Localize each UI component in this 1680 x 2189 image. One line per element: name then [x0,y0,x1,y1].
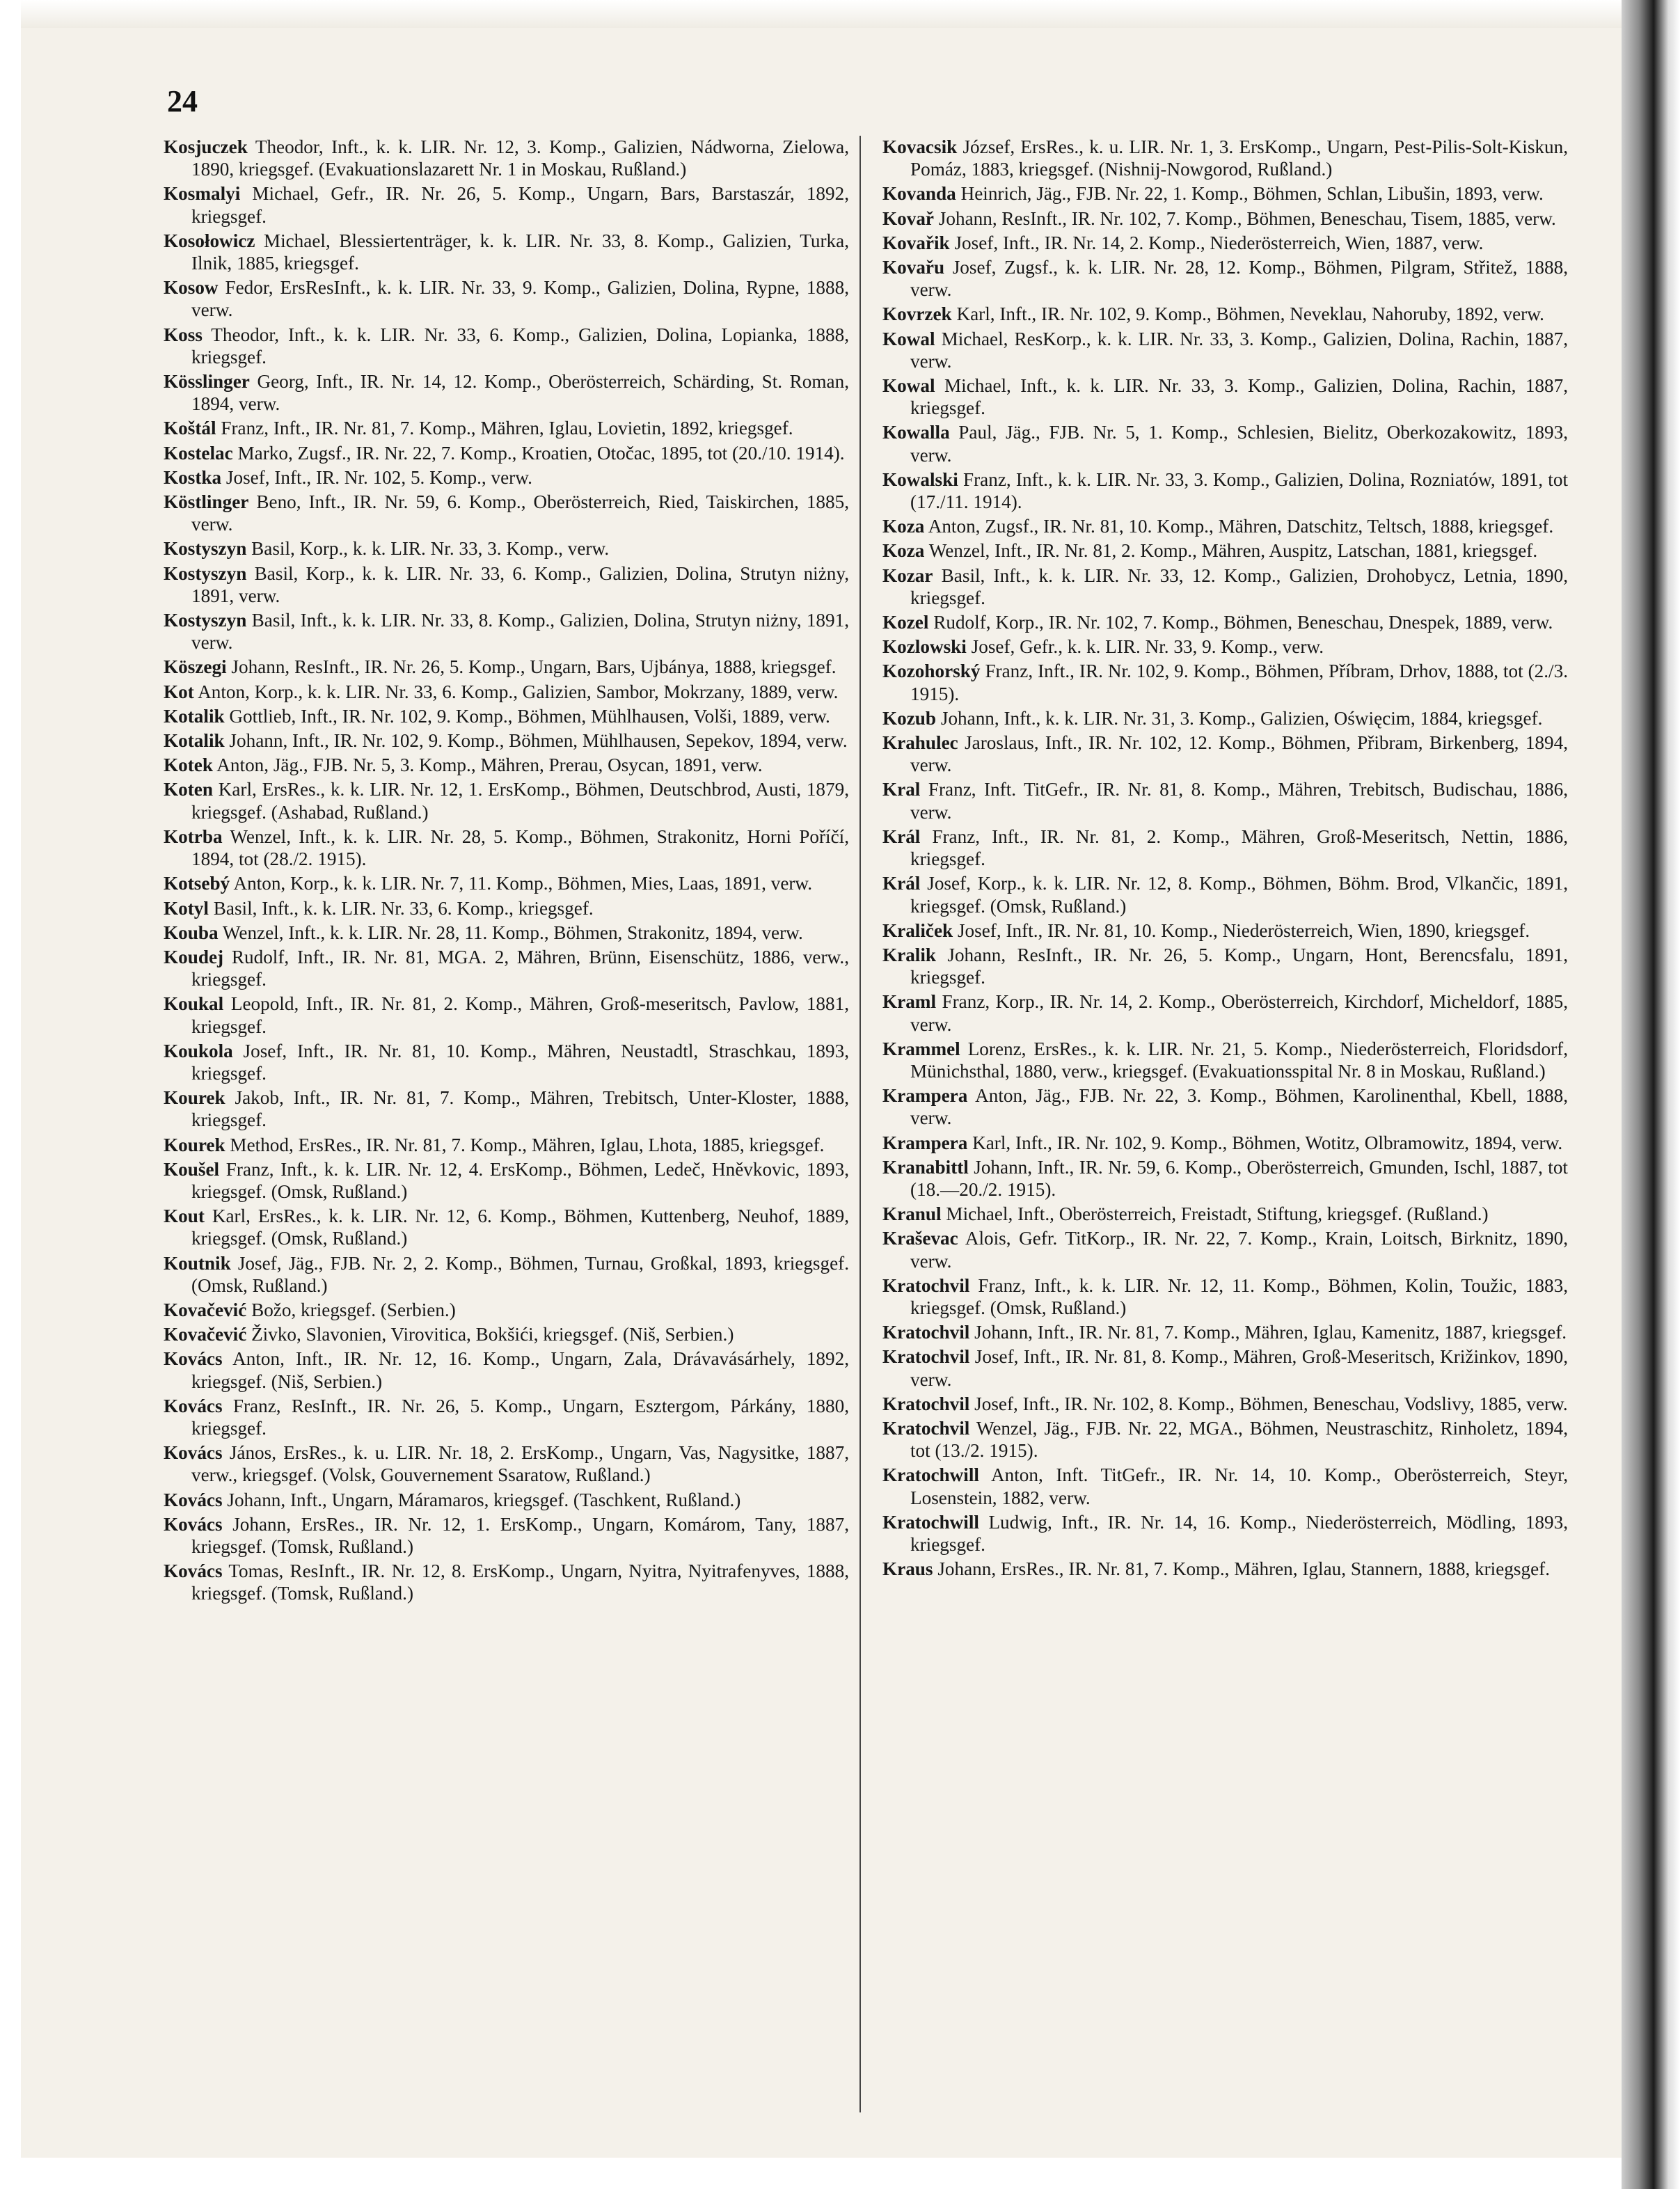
entry-details: Johann, Inft., IR. Nr. 102, 9. Komp., Böhmen, Mühlhausen, Sepekov, 1894, verw. [229,730,848,752]
entry-surname: Kovács [164,1348,223,1370]
list-entry [164,922,849,944]
list-entry [164,1040,849,1084]
entry-surname: Koušel [164,1158,220,1180]
entry-surname: Kovács [164,1489,223,1510]
entry-surname: Kovrzek [882,303,952,325]
list-entry [882,1227,1568,1272]
list-entry [882,374,1568,419]
entry-surname: Kout [164,1206,205,1227]
entry-surname: Kranul [882,1203,942,1225]
entry-details: Franz, Inft., IR. Nr. 102, 9. Komp., Böhmen, Příbram, Drhov, 1888, tot (2./3. 1915). [910,661,1568,704]
entry-details: Method, ErsRes., IR. Nr. 81, 7. Komp., Mähren, Iglau, Lhota, 1885, kriegsgef. [230,1134,825,1155]
entry-surname: Kovařik [882,232,950,253]
list-entry [164,946,849,990]
entry-surname: Kotyl [164,897,209,919]
entry-surname: Kostyszyn [164,538,247,560]
entry-details: Anton, Inft., IR. Nr. 12, 16. Komp., Ungarn, Zala, Drávavásárhely, 1892, kriegsgef. (Niš, Serbien.) [191,1348,850,1392]
entry-details: Božo, kriegsgef. (Serbien.) [251,1299,456,1320]
entry-details: Johann, Inft., k. k. LIR. Nr. 31, 3. Komp., Galizien, Oświęcim, 1884, kriegsgef. [940,707,1543,729]
entry-surname: Kovačević [164,1324,247,1345]
list-entry [164,993,849,1037]
list-entry [164,370,849,415]
entry-details: Josef, Jäg., FJB. Nr. 2, 2. Komp., Böhmen, Turnau, Großkal, 1893, kriegsgef. (Omsk, Rußland.) [191,1252,850,1296]
entry-details: József, ErsRes., k. u. LIR. Nr. 1, 3. ErsKomp., Ungarn, Pest-Pilis-Solt-Kiskun, Pomáz, 1883, kriegsgef. (Nishnij-Nowgorod, Rußland.) [910,136,1569,180]
entry-surname: Koštál [164,418,216,439]
list-entry [882,1038,1568,1082]
entry-details: Johann, Inft., IR. Nr. 81, 7. Komp., Mähren, Iglau, Kamenitz, 1887, kriegsgef. [974,1322,1567,1343]
entry-surname: Kovacsik [882,136,958,157]
list-entry [882,707,1568,729]
entry-details: Basil, Inft., k. k. LIR. Nr. 33, 6. Komp., kriegsgef. [213,897,594,919]
entry-details: Franz, Inft. TitGefr., IR. Nr. 81, 8. Komp., Mähren, Trebitsch, Budischau, 1886, verw. [910,779,1569,823]
list-entry [164,1158,849,1203]
list-entry [882,328,1568,372]
entry-surname: Koza [882,540,925,562]
list-entry [882,1321,1568,1343]
list-entry [164,466,849,489]
entry-surname: Kratochvil [882,1417,970,1439]
entry-surname: Kosow [164,277,219,299]
list-entry [164,276,849,321]
list-entry [882,1156,1568,1201]
entry-details: Heinrich, Jäg., FJB. Nr. 22, 1. Komp., Böhmen, Schlan, Libušin, 1893, verw. [960,183,1544,205]
list-entry [164,1205,849,1249]
list-entry [164,1395,849,1439]
list-entry [882,468,1568,513]
entry-details: Wenzel, Inft., IR. Nr. 81, 2. Komp., Mähren, Auspitz, Latschan, 1881, kriegsgef. [928,540,1538,562]
entry-surname: Kowalski [882,468,958,490]
list-entry [882,1464,1568,1508]
list-entry [164,681,849,703]
entry-surname: Kratochwill [882,1511,979,1533]
entry-surname: Koss [164,324,203,345]
list-entry [164,230,849,274]
entry-surname: Kot [164,681,194,702]
entry-surname: Kratochvil [882,1393,970,1414]
entry-surname: Kostyszyn [164,562,247,584]
entry-details: Franz, Inft., IR. Nr. 81, 7. Komp., Mähren, Iglau, Lovietin, 1892, kriegsgef. [221,418,793,439]
entry-surname: Kosjuczek [164,136,248,157]
entry-surname: Koukal [164,993,224,1015]
left-column [164,136,849,1607]
list-entry [882,1393,1568,1415]
entry-details: Franz, Inft., k. k. LIR. Nr. 12, 11. Komp., Böhmen, Kolin, Toužic, 1883, kriegsgef. (Omsk, Rußland.) [910,1274,1569,1318]
list-entry [164,136,849,180]
entry-details: Franz, ResInft., IR. Nr. 26, 5. Komp., Ungarn, Esztergom, Párkány, 1880, kriegsgef. [191,1395,850,1439]
entry-details: János, ErsRes., k. u. LIR. Nr. 18, 2. ErsKomp., Ungarn, Vas, Nagysitke, 1887, verw., kriegsgef. (Volsk, Gouvernement Ssaratow, Rußland.) [191,1442,849,1486]
entry-details: Johann, ResInft., IR. Nr. 26, 5. Komp., Ungarn, Hont, Berencsfalu, 1891, kriegsgef. [910,944,1569,988]
entry-details: Franz, Inft., k. k. LIR. Nr. 33, 3. Komp., Galizien, Dolina, Rozniatów, 1891, tot (17./11. 1914). [910,468,1568,513]
list-entry [164,609,849,654]
entry-details: Wenzel, Jäg., FJB. Nr. 22, MGA., Böhmen, Neustraschitz, Rinholetz, 1894, tot (13./2. 1915). [910,1417,1568,1462]
entry-details: Josef, Gefr., k. k. LIR. Nr. 33, 9. Komp., verw. [971,636,1324,658]
entry-surname: Kranabittl [882,1156,969,1178]
entry-details: Karl, Inft., IR. Nr. 102, 9. Komp., Böhmen, Wotitz, Olbramowitz, 1894, verw. [972,1132,1563,1153]
entry-details: Tomas, ResInft., IR. Nr. 12, 8. ErsKomp., Ungarn, Nyitra, Nyitrafenyves, 1888, kriegsgef. (Tomsk, Rußland.) [191,1560,850,1604]
list-entry [164,729,849,752]
entry-details: Josef, Zugsf., k. k. LIR. Nr. 28, 12. Komp., Böhmen, Pilgram, Střitež, 1888, verw. [910,257,1569,301]
list-entry [882,944,1568,988]
entry-details: Josef, Inft., IR. Nr. 14, 2. Komp., Niederösterreich, Wien, 1887, verw. [954,232,1484,253]
entry-details: Leopold, Inft., IR. Nr. 81, 2. Komp., Mähren, Groß-meseritsch, Pavlow, 1881, kriegsgef. [191,993,850,1037]
list-entry [882,635,1568,658]
list-entry [164,656,849,678]
entry-surname: Krampera [882,1085,968,1107]
entry-surname: Kraus [882,1558,933,1580]
list-entry [882,1345,1568,1390]
page-number: 24 [167,84,198,118]
list-entry [164,1489,849,1511]
entry-details: Theodor, Inft., k. k. LIR. Nr. 33, 6. Komp., Galizien, Dolina, Lopianka, 1888, kriegsgef. [191,324,849,368]
entry-details: Anton, Inft. TitGefr., IR. Nr. 14, 10. Komp., Oberösterreich, Steyr, Losenstein, 1882, verw. [910,1464,1568,1508]
entry-surname: Koutnik [164,1252,231,1274]
entry-details: Josef, Inft., IR. Nr. 81, 8. Komp., Mähren, Groß-Meseritsch, Križinkov, 1890, verw. [910,1346,1568,1390]
entry-details: Johann, ErsRes., IR. Nr. 81, 7. Komp., Mähren, Iglau, Stannern, 1888, kriegsgef. [937,1558,1550,1580]
list-entry [164,442,849,464]
entry-details: Paul, Jäg., FJB. Nr. 5, 1. Komp., Schlesien, Bielitz, Oberkozakowitz, 1893, verw. [910,422,1568,466]
list-entry [164,491,849,535]
column-divider [859,136,861,2112]
entry-surname: Kralik [882,944,937,965]
list-entry [882,1417,1568,1462]
entry-surname: Kral [882,779,921,800]
list-entry [882,1511,1568,1556]
list-entry [882,564,1568,609]
entry-details: Basil, Inft., k. k. LIR. Nr. 33, 8. Komp., Galizien, Dolina, Strutyn niżny, 1891, verw. [191,610,849,654]
entry-surname: Kourek [164,1087,225,1109]
entry-surname: Kozar [882,564,933,586]
entry-surname: Kraml [882,991,937,1013]
entry-surname: Kozel [882,612,929,633]
entry-details: Basil, Inft., k. k. LIR. Nr. 33, 12. Komp., Galizien, Drohobycz, Letnia, 1890, kriegsgef. [910,564,1568,608]
entry-surname: Kowal [882,328,935,349]
entry-details: Josef, Inft., IR. Nr. 81, 10. Komp., Niederösterreich, Wien, 1890, kriegsgef. [957,919,1530,941]
entry-surname: Kovács [164,1560,223,1582]
entry-details: Johann, ResInft., IR. Nr. 26, 5. Komp., Ungarn, Bars, Ujbánya, 1888, kriegsgef. [231,656,837,678]
entry-details: Johann, ErsRes., IR. Nr. 12, 1. ErsKomp., Ungarn, Komárom, Tany, 1887, kriegsgef. (Tomsk, Rußland.) [191,1513,850,1557]
entry-surname: Kozohorský [882,661,981,682]
entry-details: Karl, Inft., IR. Nr. 102, 9. Komp., Böhmen, Neveklau, Nahoruby, 1892, verw. [956,303,1544,325]
entry-details: Anton, Zugsf., IR. Nr. 81, 10. Komp., Mähren, Datschitz, Teltsch, 1888, kriegsgef. [928,516,1554,537]
list-entry [882,232,1568,254]
entry-details: Franz, Inft., IR. Nr. 81, 2. Komp., Mähren, Groß-Meseritsch, Nettin, 1886, kriegsgef. [910,825,1569,870]
list-entry [164,537,849,560]
list-entry [164,872,849,894]
entry-surname: Koten [164,779,213,800]
entry-details: Rudolf, Korp., IR. Nr. 102, 7. Komp., Böhmen, Beneschau, Dnespek, 1889, verw. [933,612,1553,633]
entry-details: Michael, Gefr., IR. Nr. 26, 5. Komp., Ungarn, Bars, Barstaszár, 1892, kriegsgef. [191,183,850,227]
list-entry [164,182,849,227]
list-entry [882,539,1568,562]
entry-surname: Koukola [164,1040,233,1061]
entry-details: Michael, Blessiertenträger, k. k. LIR. Nr. 33, 8. Komp., Galizien, Turka, Ilnik, 1885, kriegsgef. [191,230,849,274]
scan-top-shade [21,0,1622,28]
entry-details: Beno, Inft., IR. Nr. 59, 6. Komp., Oberösterreich, Ried, Taiskirchen, 1885, verw. [191,491,849,535]
entry-surname: Kostelac [164,442,233,464]
entry-surname: Köszegi [164,656,227,678]
entry-surname: Kotrba [164,825,223,847]
entry-surname: Kozlowski [882,636,967,658]
entry-details: Alois, Gefr. TitKorp., IR. Nr. 22, 7. Komp., Krain, Loitsch, Birknitz, 1890, verw. [910,1228,1569,1272]
list-entry [882,611,1568,633]
entry-details: Johann, Inft., IR. Nr. 59, 6. Komp., Oberösterreich, Gmunden, Ischl, 1887, tot (18.—20./2. 1915). [910,1156,1568,1200]
entry-surname: Kratochvil [882,1322,970,1343]
entry-surname: Kovács [164,1442,223,1464]
list-entry [164,705,849,727]
entry-surname: Koza [882,516,925,537]
list-entry [164,778,849,823]
entry-details: Basil, Korp., k. k. LIR. Nr. 33, 6. Komp., Galizien, Dolina, Strutyn niżny, 1891, verw. [191,562,849,606]
entry-surname: Kovács [164,1513,223,1535]
entry-details: Karl, ErsRes., k. k. LIR. Nr. 12, 6. Komp., Böhmen, Kuttenberg, Neuhof, 1889, kriegsgef. (Omsk, Rußland.) [191,1206,850,1249]
entry-surname: Kotalik [164,730,225,752]
entry-surname: Kostka [164,466,222,488]
list-entry [164,1441,849,1486]
entry-surname: Král [882,873,921,894]
list-entry [882,660,1568,704]
list-entry [164,1348,849,1392]
entry-details: Karl, ErsRes., k. k. LIR. Nr. 12, 1. ErsKomp., Böhmen, Deutschbrod, Austi, 1879, kriegsgef. (Ashabad, Rußland.) [191,779,849,823]
list-entry [164,1252,849,1297]
entry-details: Georg, Inft., IR. Nr. 14, 12. Komp., Oberösterreich, Schärding, St. Roman, 1894, verw. [191,371,850,415]
list-entry [164,1323,849,1345]
entry-surname: Kovačević [164,1299,247,1320]
list-entry [164,897,849,919]
entry-surname: Kovařu [882,257,945,278]
entry-details: Anton, Jäg., FJB. Nr. 5, 3. Komp., Mähren, Prerau, Osycan, 1891, verw. [216,754,763,776]
entry-surname: Kratochwill [882,1464,979,1486]
entry-surname: Kratochvil [882,1346,970,1368]
list-entry [882,515,1568,537]
entry-details: Franz, Inft., k. k. LIR. Nr. 12, 4. ErsKomp., Böhmen, Ledeč, Hněvkovic, 1893, kriegsgef. (Omsk, Rußland.) [191,1158,850,1202]
entry-details: Rudolf, Inft., IR. Nr. 81, MGA. 2, Mähren, Brünn, Eisenschütz, 1886, verw., kriegsgef. [191,946,850,990]
entry-details: Ludwig, Inft., IR. Nr. 14, 16. Komp., Niederösterreich, Mödling, 1893, kriegsgef. [910,1511,1569,1555]
entry-details: Franz, Korp., IR. Nr. 14, 2. Komp., Oberösterreich, Kirchdorf, Micheldorf, 1885, verw. [910,991,1568,1035]
list-entry [164,1513,849,1558]
entry-surname: Kotek [164,754,213,776]
entry-surname: Kratochvil [882,1274,970,1296]
entry-surname: Kotsebý [164,873,230,894]
list-entry [882,990,1568,1035]
list-entry [882,1132,1568,1154]
entry-surname: Krahulec [882,732,958,754]
entry-surname: Kösslinger [164,371,250,393]
entry-details: Basil, Korp., k. k. LIR. Nr. 33, 3. Komp., verw. [251,538,610,560]
entry-surname: Kouba [164,922,219,943]
list-entry [882,303,1568,325]
entry-details: Johann, Inft., Ungarn, Máramaros, kriegsgef. (Taschkent, Rußland.) [227,1489,741,1510]
entry-details: Anton, Jäg., FJB. Nr. 22, 3. Komp., Böhmen, Karolinenthal, Kbell, 1888, verw. [910,1085,1569,1129]
entry-surname: Kowal [882,375,935,397]
entry-surname: Kostyszyn [164,610,247,631]
entry-surname: Kosołowicz [164,230,255,251]
entry-details: Lorenz, ErsRes., k. k. LIR. Nr. 21, 5. Komp., Niederösterreich, Floridsdorf, Münichsthal, 1880, verw., kriegsgef. (Evakuationsspital Nr. 8 in Moskau, Rußland.) [910,1038,1568,1082]
list-entry [882,778,1568,823]
entry-surname: Kozub [882,707,937,729]
entry-surname: Koudej [164,946,224,967]
list-entry [882,1203,1568,1225]
entry-surname: Kraliček [882,919,953,941]
list-entry [164,324,849,368]
entry-details: Jakob, Inft., IR. Nr. 81, 7. Komp., Mähren, Trebitsch, Unter-Kloster, 1888, kriegsgef. [191,1087,850,1131]
entry-surname: Kourek [164,1134,225,1155]
list-entry [882,256,1568,301]
entry-details: Anton, Korp., k. k. LIR. Nr. 7, 11. Komp., Böhmen, Mies, Laas, 1891, verw. [233,873,813,894]
list-entry [882,919,1568,942]
entry-surname: Kovács [164,1395,223,1416]
list-entry [882,207,1568,230]
list-entry [882,872,1568,917]
entry-details: Jaroslaus, Inft., IR. Nr. 102, 12. Komp., Böhmen, Přibram, Birkenberg, 1894, verw. [910,732,1568,776]
entry-details: Josef, Korp., k. k. LIR. Nr. 12, 8. Komp., Böhmen, Böhm. Brod, Vlkančic, 1891, kriegsgef. (Omsk, Rußland.) [910,873,1569,917]
entry-details: Michael, ResKorp., k. k. LIR. Nr. 33, 3. Komp., Galizien, Dolina, Rachin, 1887, verw. [910,328,1568,372]
right-column [882,136,1568,1582]
entry-details: Fedor, ErsResInft., k. k. LIR. Nr. 33, 9. Komp., Galizien, Dolina, Rypne, 1888, verw. [191,277,850,321]
list-entry [882,421,1568,466]
entry-surname: Kovanda [882,183,956,205]
scan-edge-shadow [1622,0,1680,2189]
entry-details: Michael, Inft., Oberösterreich, Freistadt, Stiftung, kriegsgef. (Rußland.) [946,1203,1489,1225]
list-entry [882,136,1568,180]
list-entry [164,825,849,870]
entry-surname: Král [882,825,921,847]
entry-details: Gottlieb, Inft., IR. Nr. 102, 9. Komp., Böhmen, Mühlhausen, Volši, 1889, verw. [229,705,830,727]
entry-details: Theodor, Inft., k. k. LIR. Nr. 12, 3. Komp., Galizien, Nádworna, Zielowa, 1890, kriegsgef. (Evakuationslazarett Nr. 1 in Moskau, Rußland.) [191,136,850,180]
list-entry [882,1274,1568,1319]
entry-surname: Kotalik [164,705,225,727]
entry-surname: Krammel [882,1038,960,1059]
entry-details: Josef, Inft., IR. Nr. 81, 10. Komp., Mähren, Neustadtl, Straschkau, 1893, kriegsgef. [191,1040,850,1084]
entry-surname: Köstlinger [164,491,249,513]
list-entry [164,1134,849,1156]
entry-details: Marko, Zugsf., IR. Nr. 22, 7. Komp., Kroatien, Otočac, 1895, tot (20./10. 1914). [237,442,845,464]
entry-details: Josef, Inft., IR. Nr. 102, 8. Komp., Böhmen, Beneschau, Vodslivy, 1885, verw. [974,1393,1568,1414]
list-entry [164,1299,849,1321]
list-entry [882,732,1568,776]
list-entry [882,1558,1568,1580]
list-entry [164,754,849,776]
entry-details: Wenzel, Inft., k. k. LIR. Nr. 28, 5. Komp., Böhmen, Strakonitz, Horni Poříčí, 1894, tot (28./2. 1915). [191,825,849,870]
entry-details: Anton, Korp., k. k. LIR. Nr. 33, 6. Komp., Galizien, Sambor, Mokrzany, 1889, verw. [198,681,839,702]
entry-surname: Kraševac [882,1228,958,1249]
entry-details: Wenzel, Inft., k. k. LIR. Nr. 28, 11. Komp., Böhmen, Strakonitz, 1894, verw. [222,922,803,943]
entry-surname: Kosmalyi [164,183,241,205]
entry-surname: Kowalla [882,422,950,443]
entry-surname: Kovař [882,207,934,229]
entry-details: Michael, Inft., k. k. LIR. Nr. 33, 3. Komp., Galizien, Dolina, Rachin, 1887, kriegsgef. [910,375,1568,419]
entry-details: Johann, ResInft., IR. Nr. 102, 7. Komp., Böhmen, Beneschau, Tisem, 1885, verw. [938,207,1556,229]
list-entry [164,1560,849,1604]
list-entry [164,417,849,439]
list-entry [164,1086,849,1131]
list-entry [164,562,849,607]
list-entry [882,825,1568,870]
list-entry [882,1084,1568,1129]
list-entry [882,182,1568,205]
entry-details: Josef, Inft., IR. Nr. 102, 5. Komp., verw. [225,466,532,488]
entry-surname: Krampera [882,1132,968,1153]
entry-details: Živko, Slavonien, Virovitica, Bokšići, kriegsgef. (Niš, Serbien.) [251,1324,734,1345]
